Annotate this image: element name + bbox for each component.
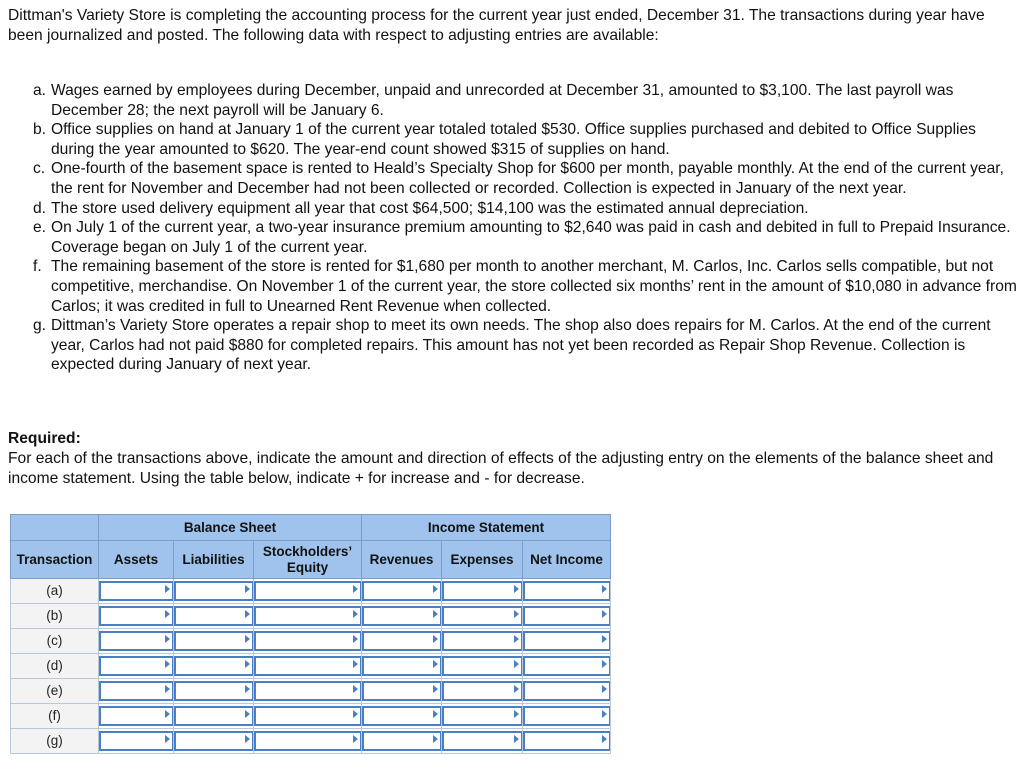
- transaction-label: (f): [11, 704, 99, 729]
- liabilities-cell: [174, 579, 254, 604]
- liabilities-input[interactable]: [174, 706, 253, 726]
- liabilities-cell: [174, 654, 254, 679]
- assets-input[interactable]: [99, 606, 173, 626]
- equity-cell: [254, 704, 362, 729]
- net-income-input[interactable]: [523, 706, 610, 726]
- item-text: Wages earned by employees during December, unpaid and unrecorded at December 31, amounted to $3,100. The last payroll was December 28; the next payroll will be January 6.: [51, 82, 954, 119]
- assets-input[interactable]: [99, 681, 173, 701]
- revenues-input[interactable]: [362, 731, 441, 751]
- item-text: On July 1 of the current year, a two-year insurance premium amounting to $2,640 was paid in cash and debited in full to Prepaid Insurance. Coverage began on July 1 of the current year.: [51, 219, 1011, 256]
- expenses-column-header: Expenses: [442, 541, 523, 579]
- item-text: Dittman’s Variety Store operates a repair shop to meet its own needs. The shop also does repairs for M. Carlos. At the end of the current year, Carlos had not paid $880 for completed repairs. This amount has not yet been recorded as Repair Shop Revenue. Collection is expected during January of next year.: [51, 317, 991, 374]
- net-income-cell: [523, 704, 611, 729]
- net-income-cell: [523, 629, 611, 654]
- net-income-input[interactable]: [523, 731, 610, 751]
- equity-input[interactable]: [254, 606, 361, 626]
- revenues-input[interactable]: [362, 656, 441, 676]
- item-text: One-fourth of the basement space is rented to Heald’s Specialty Shop for $600 per month, payable monthly. At the end of the current year, the rent for November and December had not been collected or recorded. Collection is expected in January of the next year.: [51, 160, 1004, 197]
- expenses-cell: [442, 679, 523, 704]
- transaction-label: (c): [11, 629, 99, 654]
- expenses-input[interactable]: [442, 631, 522, 651]
- list-item: [33, 218, 1023, 257]
- net-income-cell: [523, 579, 611, 604]
- equity-input[interactable]: [254, 631, 361, 651]
- item-label: e.: [33, 219, 47, 237]
- net-income-cell: [523, 729, 611, 754]
- liabilities-cell: [174, 604, 254, 629]
- liabilities-input[interactable]: [174, 656, 253, 676]
- net-income-cell: [523, 679, 611, 704]
- net-income-cell: [523, 604, 611, 629]
- revenues-input[interactable]: [362, 631, 441, 651]
- liabilities-cell: [174, 729, 254, 754]
- revenues-input[interactable]: [362, 681, 441, 701]
- liabilities-cell: [174, 629, 254, 654]
- revenues-cell: [362, 604, 442, 629]
- equity-input[interactable]: [254, 656, 361, 676]
- revenues-input[interactable]: [362, 606, 441, 626]
- required-heading: Required:: [8, 430, 81, 447]
- table-row: [11, 604, 611, 629]
- revenues-cell: [362, 579, 442, 604]
- item-text: Office supplies on hand at January 1 of the current year totaled totaled $530. Office supplies purchased and debited to Office Supplies during the year amounted to $620. The year-end count showed $315 of supplies on hand.: [51, 121, 976, 158]
- assets-input[interactable]: [99, 656, 173, 676]
- liabilities-cell: [174, 704, 254, 729]
- equity-column-header: Stockholders’ Equity: [254, 541, 362, 579]
- list-item: [33, 199, 1023, 219]
- equity-cell: [254, 729, 362, 754]
- table-row: [11, 729, 611, 754]
- net-income-input[interactable]: [523, 581, 610, 601]
- item-label: g.: [33, 317, 47, 335]
- table-row: [11, 629, 611, 654]
- item-label: f.: [33, 258, 42, 276]
- item-label: b.: [33, 121, 47, 139]
- revenues-cell: [362, 704, 442, 729]
- liabilities-input[interactable]: [174, 606, 253, 626]
- revenues-cell: [362, 654, 442, 679]
- balance-sheet-header: Balance Sheet: [99, 515, 362, 541]
- liabilities-cell: [174, 679, 254, 704]
- net-income-input[interactable]: [523, 681, 610, 701]
- net-income-input[interactable]: [523, 656, 610, 676]
- revenues-column-header: Revenues: [362, 541, 442, 579]
- intro-paragraph: Dittman's Variety Store is completing the accounting process for the current year just ended, December 31. The transactions during year have been journalized and posted. The following data with respect to adjusting entries are available:: [8, 7, 985, 44]
- expenses-cell: [442, 629, 523, 654]
- item-label: d.: [33, 199, 47, 217]
- liabilities-input[interactable]: [174, 631, 253, 651]
- expenses-cell: [442, 704, 523, 729]
- assets-cell: [99, 604, 174, 629]
- income-statement-header: Income Statement: [362, 515, 611, 541]
- item-text: The remaining basement of the store is rented for $1,680 per month to another merchant, M. Carlos, Inc. Carlos sells compatible, but not competitive, merchandise. On November 1 of the current year, the store collected six months’ rent in the amount of $10,080 in advance from Carlos; it was credited in full to Unearned Rent Revenue when collected.: [51, 258, 1017, 315]
- equity-input[interactable]: [254, 731, 361, 751]
- net-income-cell: [523, 654, 611, 679]
- equity-input[interactable]: [254, 581, 361, 601]
- table-row: [11, 579, 611, 604]
- net-income-column-header: Net Income: [523, 541, 611, 579]
- assets-input[interactable]: [99, 581, 173, 601]
- list-item: [33, 257, 1023, 316]
- table-row: [11, 704, 611, 729]
- net-income-input[interactable]: [523, 606, 610, 626]
- revenues-input[interactable]: [362, 581, 441, 601]
- assets-cell: [99, 729, 174, 754]
- item-label: c.: [33, 160, 46, 178]
- revenues-cell: [362, 729, 442, 754]
- assets-cell: [99, 629, 174, 654]
- item-text: The store used delivery equipment all year that cost $64,500; $14,100 was the estimated annual depreciation.: [51, 199, 809, 217]
- assets-cell: [99, 679, 174, 704]
- expenses-input[interactable]: [442, 656, 522, 676]
- expenses-cell: [442, 579, 523, 604]
- equity-cell: [254, 654, 362, 679]
- liabilities-input[interactable]: [174, 731, 253, 751]
- assets-cell: [99, 654, 174, 679]
- assets-cell: [99, 704, 174, 729]
- transaction-label: (e): [11, 679, 99, 704]
- net-income-input[interactable]: [523, 631, 610, 651]
- equity-cell: [254, 604, 362, 629]
- transaction-label: (d): [11, 654, 99, 679]
- list-item: [33, 316, 1023, 375]
- expenses-cell: [442, 729, 523, 754]
- transaction-label: (a): [11, 579, 99, 604]
- transaction-label: (g): [11, 729, 99, 754]
- expenses-input[interactable]: [442, 681, 522, 701]
- equity-cell: [254, 679, 362, 704]
- equity-input[interactable]: [254, 681, 361, 701]
- table-row: [11, 679, 611, 704]
- corner-header: [11, 515, 99, 541]
- effects-table: [10, 514, 611, 754]
- transaction-column-header: Transaction: [11, 541, 99, 579]
- assets-column-header: Assets: [99, 541, 174, 579]
- list-item: [33, 159, 1023, 198]
- adjusting-data-list: [33, 81, 1023, 375]
- equity-cell: [254, 579, 362, 604]
- list-item: [33, 81, 1023, 120]
- liabilities-column-header: Liabilities: [174, 541, 254, 579]
- equity-cell: [254, 629, 362, 654]
- expenses-input[interactable]: [442, 606, 522, 626]
- item-label: a.: [33, 82, 47, 99]
- revenues-cell: [362, 679, 442, 704]
- expenses-cell: [442, 654, 523, 679]
- expenses-input[interactable]: [442, 706, 522, 726]
- transaction-label: (b): [11, 604, 99, 629]
- assets-input[interactable]: [99, 631, 173, 651]
- expenses-input[interactable]: [442, 581, 522, 601]
- expenses-input[interactable]: [442, 731, 522, 751]
- equity-input[interactable]: [254, 706, 361, 726]
- revenues-input[interactable]: [362, 706, 441, 726]
- liabilities-input[interactable]: [174, 681, 253, 701]
- revenues-cell: [362, 629, 442, 654]
- liabilities-input[interactable]: [174, 581, 253, 601]
- expenses-cell: [442, 604, 523, 629]
- assets-input[interactable]: [99, 731, 173, 751]
- table-row: [11, 654, 611, 679]
- required-instructions: For each of the transactions above, indicate the amount and direction of effects of the adjusting entry on the elements of the balance sheet and income statement. Using the table below, indicate + for increase and - for decrease.: [8, 450, 994, 487]
- list-item: [33, 120, 1023, 159]
- assets-cell: [99, 579, 174, 604]
- assets-input[interactable]: [99, 706, 173, 726]
